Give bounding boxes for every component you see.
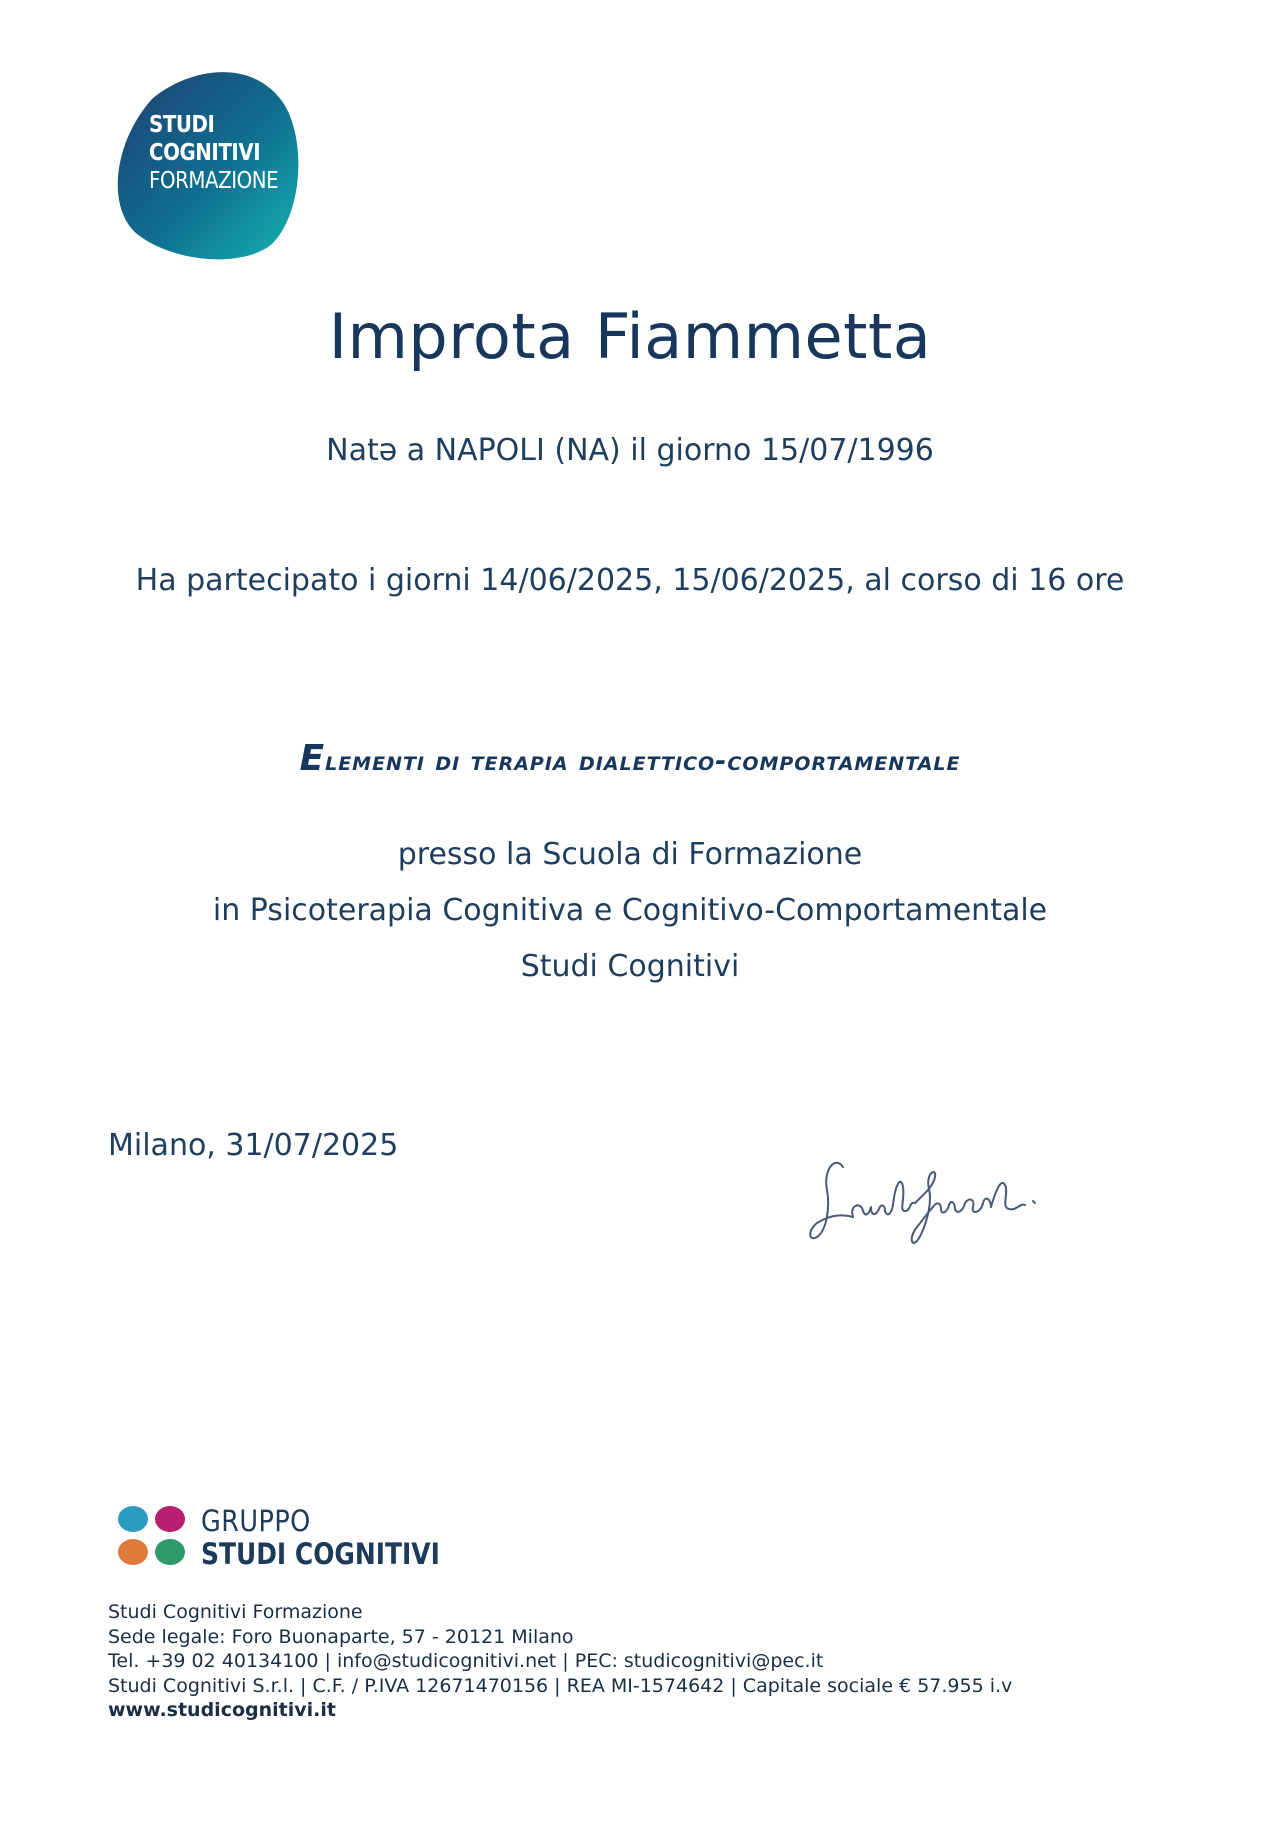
place-date: Milano, 31/07/2025 (108, 1128, 399, 1163)
footer-contacts: Tel. +39 02 40134100 | info@studicognitivi.net | PEC: studicognitivi@pec.it (108, 1650, 824, 1672)
course-title-rest: lementi di terapia dialettico-comportamentale (325, 746, 961, 777)
group-logo-line-2: STUDI COGNITIVI (201, 1537, 440, 1571)
recipient-name: Improta Fiammetta (328, 300, 932, 373)
school-line-2: in Psicoterapia Cognitiva e Cognitivo-Comportamentale (212, 893, 1048, 928)
logo-text (149, 111, 278, 195)
school-line-1: presso la Scuola di Formazione (397, 837, 863, 872)
logo-line-cognitivi: COGNITIVI (149, 140, 261, 166)
footer (108, 1600, 1012, 1723)
school-info (0, 827, 1260, 995)
footer-legal: Studi Cognitivi S.r.l. | C.F. / P.IVA 12671470156 | REA MI-1574642 | Capitale sociale € 57.955 i.v (108, 1674, 1013, 1697)
footer-website-link[interactable]: www.studicognitivi.it (108, 1699, 336, 1721)
birth-info: Natə a NAPOLI (NA) il giorno 15/07/1996 (326, 433, 934, 468)
signature (805, 1145, 1075, 1255)
logo-line-formazione: FORMAZIONE (149, 168, 279, 194)
studi-cognitivi-formazione-logo (112, 64, 302, 260)
course-title-initial: E (299, 738, 326, 779)
participation-info: Ha partecipato i giorni 14/06/2025, 15/06/2025, al corso di 16 ore (135, 563, 1125, 598)
group-logo-line-1: GRUPPO (201, 1504, 311, 1538)
logo-line-studi: STUDI (149, 112, 215, 138)
footer-company: Studi Cognitivi Formazione (108, 1601, 363, 1623)
gruppo-studi-cognitivi-logo (115, 1502, 440, 1572)
footer-address: Sede legale: Foro Buonaparte, 57 - 20121 Milano (108, 1625, 574, 1648)
course-title (0, 738, 1260, 779)
school-line-3: Studi Cognitivi (520, 949, 740, 984)
four-dots-icon (115, 1502, 195, 1572)
